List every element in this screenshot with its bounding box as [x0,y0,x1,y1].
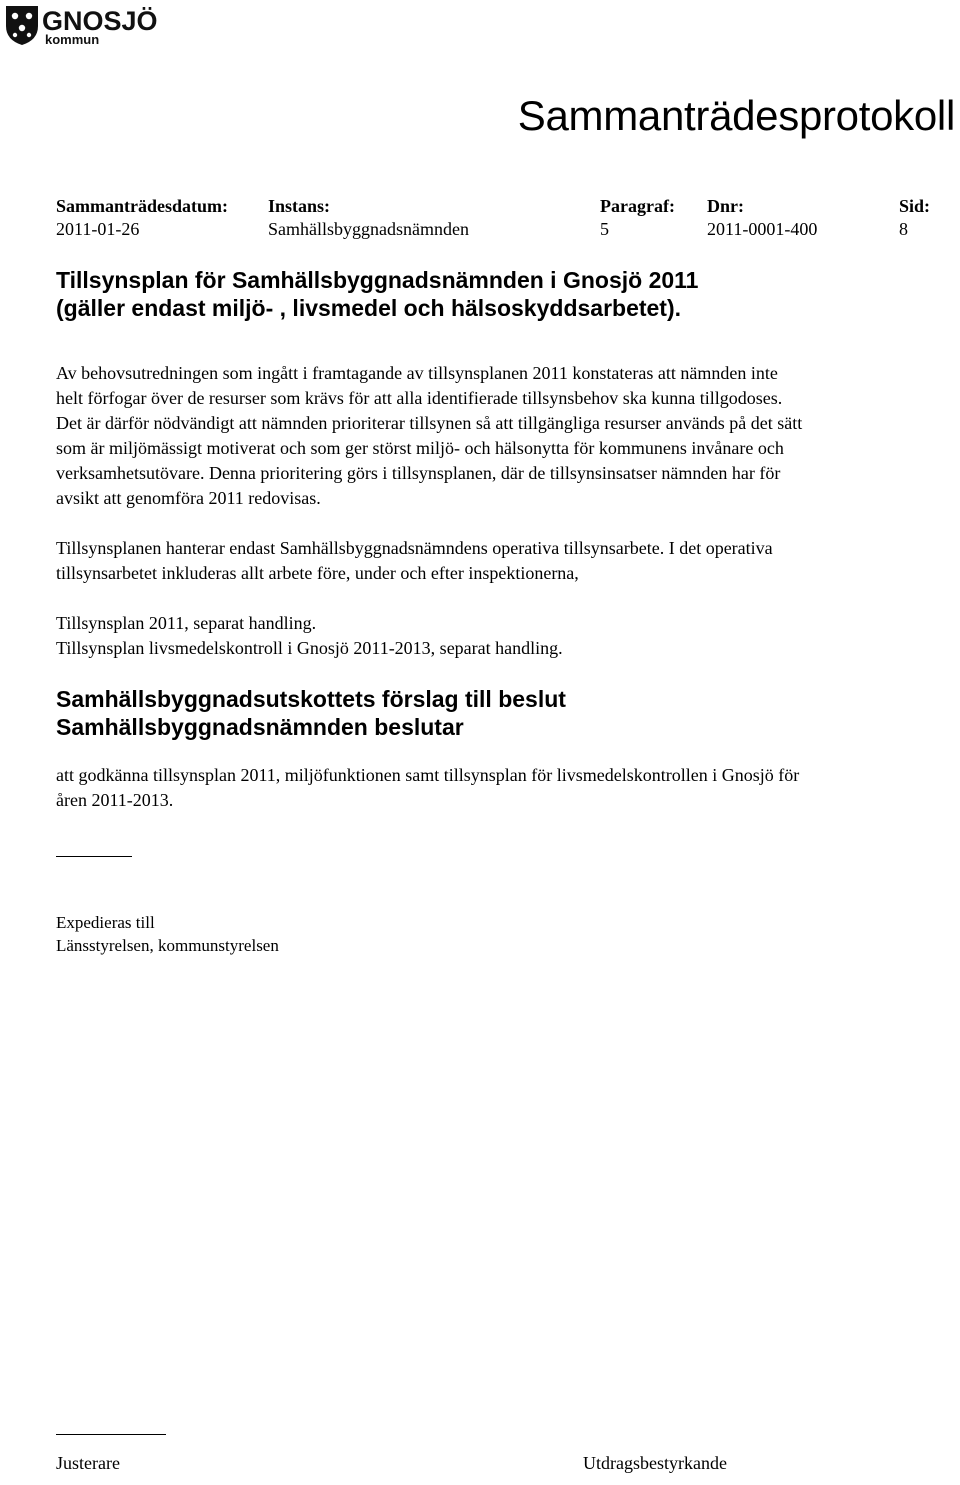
dnr-value: 2011-0001-400 [707,219,818,239]
paragraph-line: Det är därför nödvändigt att nämnden prioriterar tillsynen så att tillgängliga resurser används på det sätt [56,413,803,433]
sid-label: Sid: [899,196,931,216]
paragraph-line: helt förfogar över de resurser som krävs för att alla identifierade tillsynsbehov ska kunna tillgodoses. [56,388,783,408]
decision-heading-line-2: Samhällsbyggnadsnämnden beslutar [56,714,464,740]
meeting-date: 2011-01-26 [56,219,140,239]
dnr-label: Dnr: [707,196,744,216]
gnosjo-logo-graphic [2,2,182,46]
paragraph-line: verksamhetsutövare. Denna prioritering görs i tillsynsplanen, där de tillsynsinsatser nämnden har för [56,463,781,483]
decision-heading-line-1: Samhällsbyggnadsutskottets förslag till beslut [56,686,566,712]
section-divider [56,856,132,857]
decision-line: att godkänna tillsynsplan 2011, miljöfunktionen samt tillsynsplan för livsmedelskontrollen i Gnosjö för [56,765,800,785]
dispatch-block [56,911,956,957]
decision-text [56,763,956,813]
instans-label: Instans: [268,196,331,216]
svg-text:kommun: kommun [45,32,100,46]
dispatch-recipients: Länsstyrelsen, kommunstyrelsen [56,936,279,955]
decision-line: åren 2011-2013. [56,790,174,810]
paragraf-label: Paragraf: [600,196,675,216]
paragraph-scope [56,536,956,586]
attachment-item: Tillsynsplan livsmedelskontroll i Gnosjö 2011-2013, separat handling. [56,638,563,658]
municipality-logo [2,2,182,46]
justerare-label: Justerare [56,1453,120,1473]
crest-icon [6,6,38,45]
date-label: Sammanträdesdatum: [56,196,229,216]
paragraph-line: tillsynsarbetet inkluderas allt arbete före, under och efter inspektionerna, [56,563,579,583]
instans-value: Samhällsbyggnadsnämnden [268,219,469,239]
sid-value: 8 [899,219,908,239]
decision-heading [56,685,566,741]
paragraph-line: Tillsynsplanen hanterar endast Samhällsbyggnadsnämndens operativa tillsynsarbete. I det operativa [56,538,773,558]
subject-line-1: Tillsynsplan för Samhällsbyggnadsnämnden i Gnosjö 2011 [56,267,699,293]
paragraph-line: avsikt att genomföra 2011 redovisas. [56,488,321,508]
document-title: Sammanträdesprotokoll [517,92,955,139]
signature-line [56,1434,166,1435]
attachment-item: Tillsynsplan 2011, separat handling. [56,613,317,633]
paragraf-value: 5 [600,219,609,239]
paragraph-background [56,361,956,511]
subject-heading [56,266,698,322]
attachments-list [56,611,956,661]
dispatch-label: Expedieras till [56,913,155,932]
paragraph-line: Av behovsutredningen som ingått i framtagande av tillsynsplanen 2011 konstateras att nämnden inte [56,363,778,383]
paragraph-line: som är miljömässigt motiverat och som ger störst miljö- och hälsonytta för kommunens invånare och [56,438,784,458]
svg-text:GNOSJÖ: GNOSJÖ [42,6,158,36]
subject-line-2: (gäller endast miljö- , livsmedel och hälsoskyddsarbetet). [56,295,682,321]
utdragsbestyrkande-label: Utdragsbestyrkande [583,1453,727,1473]
